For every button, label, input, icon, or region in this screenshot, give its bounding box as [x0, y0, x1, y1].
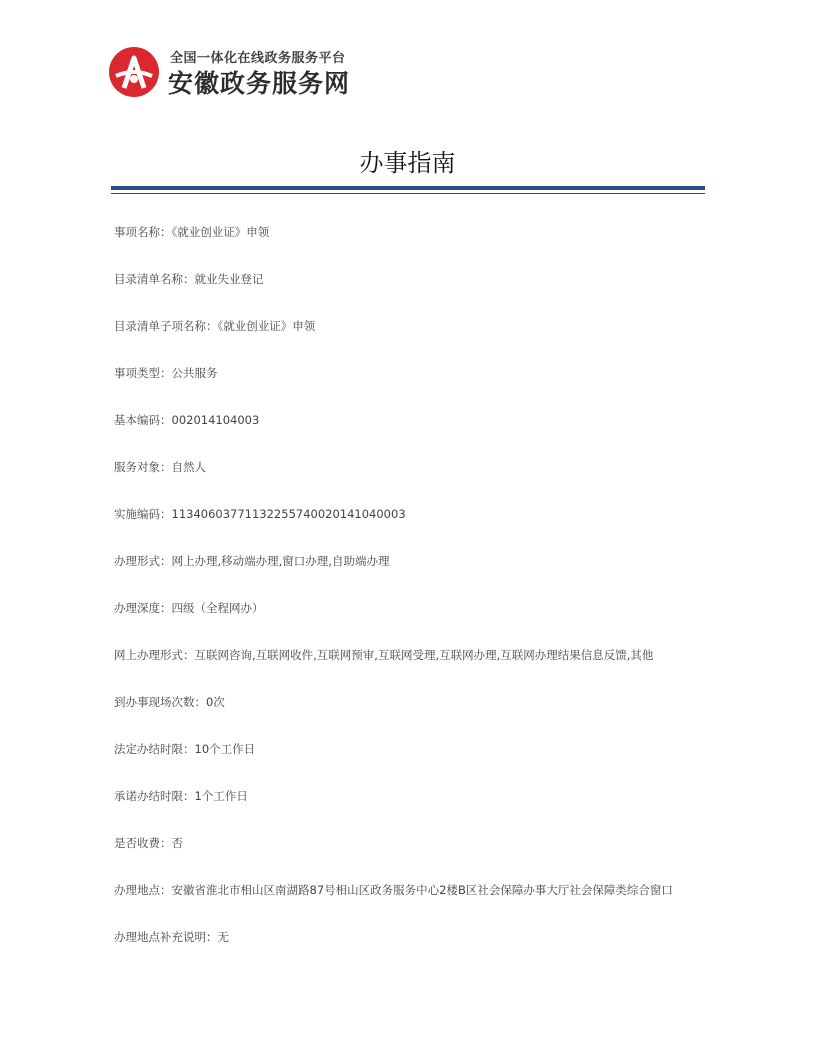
field-label: 基本编码： — [114, 413, 172, 427]
field-value: 否 — [171, 836, 183, 850]
field-value: 安徽省淮北市相山区南湖路87号相山区政务服务中心2楼B区社会保障办事大厅社会保障类综合窗口 — [171, 883, 673, 897]
field-value: 网上办理,移动端办理,窗口办理,自助端办理 — [171, 554, 390, 568]
field-promised-time-limit — [114, 785, 694, 808]
field-handling-location — [114, 879, 694, 902]
field-value: 公共服务 — [171, 366, 218, 380]
field-label: 法定办结时限： — [114, 742, 195, 756]
title-divider-thin — [111, 193, 705, 194]
field-handling-depth — [114, 597, 694, 620]
field-online-handling-form — [114, 644, 694, 667]
field-label: 是否收费： — [114, 836, 172, 850]
field-fee-charged — [114, 832, 694, 855]
field-label: 实施编码： — [114, 507, 172, 521]
field-catalog-name — [114, 268, 694, 291]
field-label: 网上办理形式： — [114, 648, 195, 662]
field-value: 就业失业登记 — [194, 272, 264, 286]
page-header — [108, 44, 408, 100]
title-divider-thick — [111, 186, 705, 190]
field-label: 事项类型： — [114, 366, 172, 380]
field-item-type — [114, 362, 694, 385]
field-implementation-code — [114, 503, 694, 526]
guide-field-list — [114, 221, 694, 949]
field-basic-code — [114, 409, 694, 432]
field-value: 11340603771132255740020141040003 — [171, 507, 406, 521]
field-catalog-subitem — [114, 315, 694, 338]
field-value: 无 — [217, 930, 229, 944]
field-legal-time-limit — [114, 738, 694, 761]
field-label: 办理深度： — [114, 601, 172, 615]
field-label: 办理形式： — [114, 554, 172, 568]
field-label: 承诺办结时限： — [114, 789, 195, 803]
field-location-notes — [114, 926, 694, 949]
anhui-gov-service-logo-icon — [108, 46, 160, 98]
field-handling-form — [114, 550, 694, 573]
field-service-target — [114, 456, 694, 479]
field-value: 四级（全程网办） — [171, 601, 264, 615]
field-label: 到办事现场次数： — [114, 695, 206, 709]
field-onsite-visits — [114, 691, 694, 714]
field-label: 事项名称： — [114, 225, 172, 239]
field-value: 0次 — [206, 695, 225, 709]
field-value: 互联网咨询,互联网收件,互联网预审,互联网受理,互联网办理,互联网办理结果信息反馈,其他 — [194, 648, 654, 662]
field-label: 办理地点补充说明： — [114, 930, 218, 944]
field-item-name — [114, 221, 694, 244]
field-label: 服务对象： — [114, 460, 172, 474]
field-value: 10个工作日 — [194, 742, 256, 756]
field-value: 002014104003 — [171, 413, 260, 427]
field-value: 1个工作日 — [194, 789, 248, 803]
field-label: 办理地点： — [114, 883, 172, 897]
brand-platform-name: 全国一体化在线政务服务平台 — [170, 51, 346, 66]
page-title: 办事指南 — [359, 149, 456, 177]
field-label: 目录清单名称： — [114, 272, 195, 286]
field-value: 自然人 — [171, 460, 206, 474]
brand-site-name: 安徽政务服务网 — [168, 69, 351, 98]
field-value: 《就业创业证》申领 — [171, 225, 270, 239]
field-value: 《就业创业证》申领 — [217, 319, 316, 333]
field-label: 目录清单子项名称： — [114, 319, 218, 333]
